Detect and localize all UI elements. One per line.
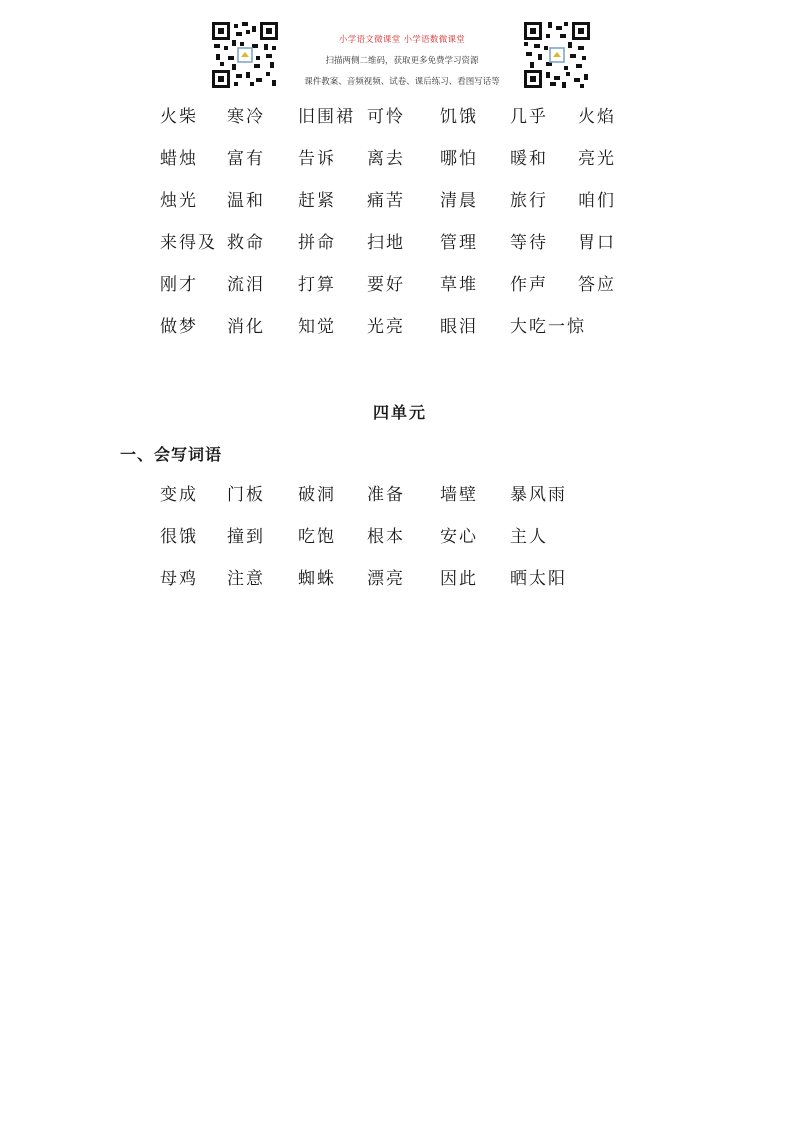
word-item: 打算 [298, 275, 336, 295]
word-item: 因此 [440, 569, 478, 589]
word-item: 扫地 [367, 233, 405, 253]
word-item: 蜡烛 [160, 149, 198, 169]
word-item: 火柴 [160, 107, 198, 127]
word-item: 做梦 [160, 317, 198, 337]
word-item: 咱们 [578, 191, 616, 211]
word-item: 哪怕 [440, 149, 478, 169]
word-item: 蜘蛛 [298, 569, 336, 589]
word-item: 等待 [510, 233, 548, 253]
word-item: 痛苦 [367, 191, 405, 211]
word-item: 准备 [367, 485, 405, 505]
word-item: 胃口 [578, 233, 616, 253]
section-heading: 一、会写词语 [120, 445, 223, 464]
word-item: 作声 [510, 275, 548, 295]
word-item: 注意 [227, 569, 265, 589]
qr-code-right [524, 22, 590, 88]
header-banner [290, 34, 514, 88]
word-item: 草堆 [440, 275, 478, 295]
word-item: 赶紧 [298, 191, 336, 211]
word-item: 知觉 [298, 317, 336, 337]
word-item: 饥饿 [440, 107, 478, 127]
word-item: 离去 [367, 149, 405, 169]
word-item: 破洞 [298, 485, 336, 505]
word-item: 主人 [510, 527, 548, 547]
word-item: 消化 [227, 317, 265, 337]
word-item: 暖和 [510, 149, 548, 169]
word-item: 救命 [227, 233, 265, 253]
banner-resources: 课件教案、音频视频、试卷、课后练习、看图写话等 [304, 77, 500, 87]
word-item: 富有 [227, 149, 265, 169]
word-item: 眼泪 [440, 317, 478, 337]
word-item: 根本 [367, 527, 405, 547]
word-item: 光亮 [367, 317, 405, 337]
banner-subtitle: 扫描两侧二维码，获取更多免费学习资源 [325, 56, 479, 66]
word-item: 管理 [440, 233, 478, 253]
word-item: 来得及 [160, 233, 217, 253]
word-item: 答应 [578, 275, 616, 295]
word-item: 旧围裙 [298, 107, 355, 127]
word-item: 亮光 [578, 149, 616, 169]
word-item: 寒冷 [227, 107, 265, 127]
word-item: 母鸡 [160, 569, 198, 589]
word-item: 火焰 [578, 107, 616, 127]
word-item: 很饿 [160, 527, 198, 547]
word-item: 烛光 [160, 191, 198, 211]
word-item: 拼命 [298, 233, 336, 253]
word-item: 大吃一惊 [510, 317, 586, 337]
word-item: 温和 [227, 191, 265, 211]
word-item: 安心 [440, 527, 478, 547]
word-item: 清晨 [440, 191, 478, 211]
word-item: 墙壁 [440, 485, 478, 505]
qr-code-left [212, 22, 278, 88]
word-item: 流泪 [227, 275, 265, 295]
word-item: 旅行 [510, 191, 548, 211]
word-item: 吃饱 [298, 527, 336, 547]
word-item: 晒太阳 [510, 569, 567, 589]
word-item: 门板 [227, 485, 265, 505]
word-item: 可怜 [367, 107, 405, 127]
word-item: 刚才 [160, 275, 198, 295]
word-item: 要好 [367, 275, 405, 295]
banner-title: 小学语文微课堂 小学语数微课堂 [338, 35, 466, 45]
word-item: 变成 [160, 485, 198, 505]
word-item: 漂亮 [367, 569, 405, 589]
word-item: 暴风雨 [510, 485, 567, 505]
word-item: 几乎 [510, 107, 548, 127]
unit-title: 四单元 [372, 403, 427, 422]
word-item: 撞到 [227, 527, 265, 547]
word-item: 告诉 [298, 149, 336, 169]
